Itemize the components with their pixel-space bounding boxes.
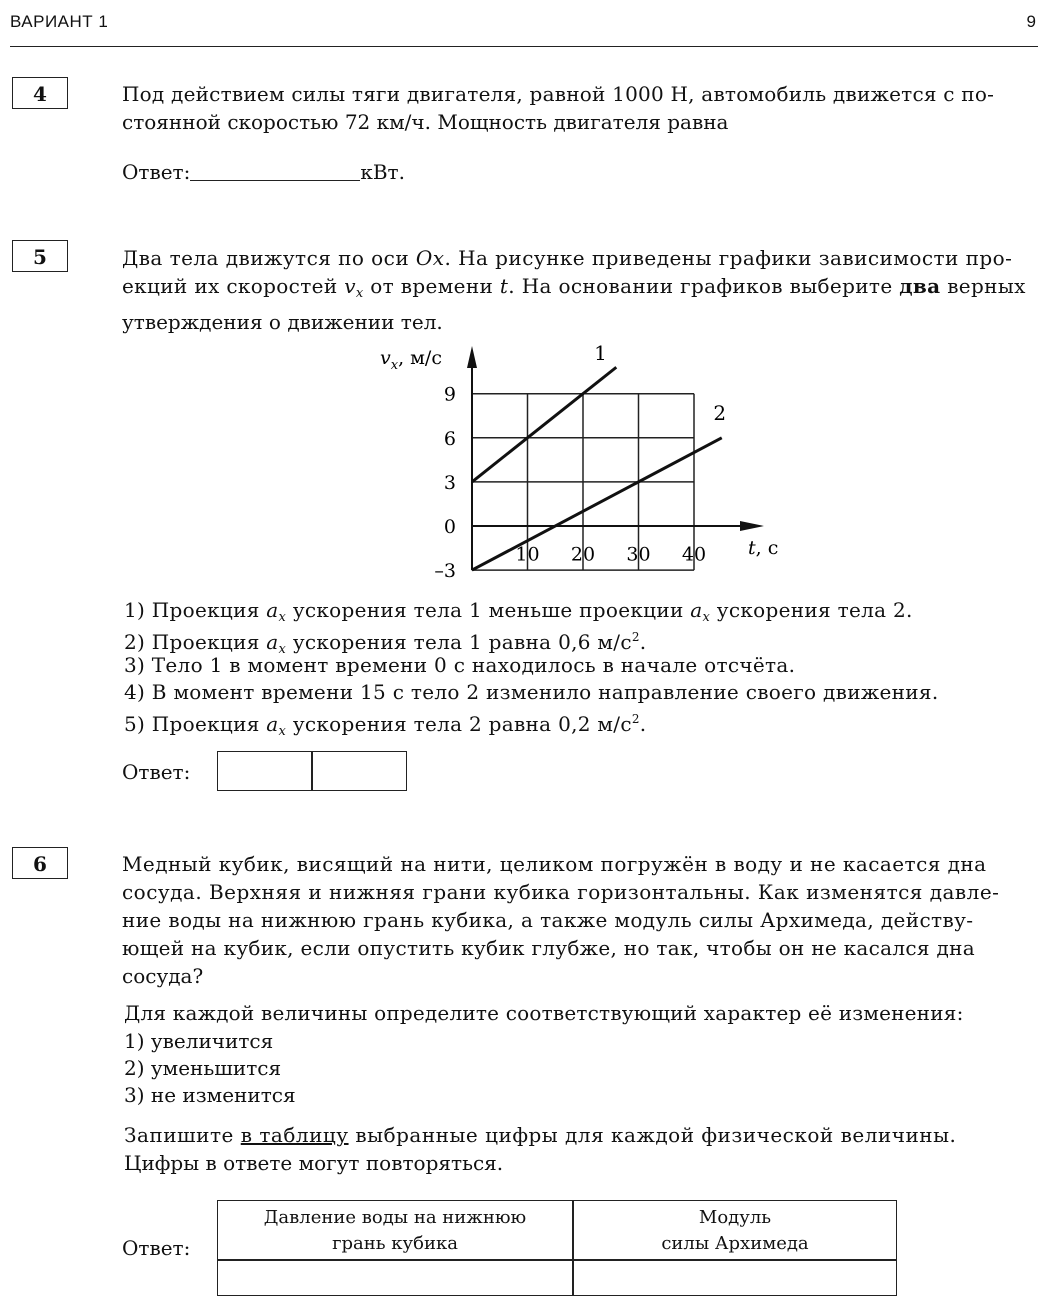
q5-option-3 <box>124 652 795 679</box>
option-sub: x <box>278 724 287 739</box>
question-5-number: 5 <box>12 240 68 272</box>
option-prefix: 5) Проекция <box>124 712 267 736</box>
q4-answer-blank[interactable] <box>190 162 360 181</box>
q6-answer-cell-archimedes[interactable] <box>574 1261 896 1295</box>
q4-line-2: стоянной скоростью 72 км/ч. Мощность двигателя равна <box>122 110 729 134</box>
q6-col2-line2: силы Архимеда <box>661 1233 809 1254</box>
option-sub: x <box>278 642 287 657</box>
y-tick-label-4: –3 <box>434 560 456 578</box>
q5-option-5 <box>124 706 646 745</box>
q5-v-sub: x <box>355 286 364 301</box>
q6-col-header-archimedes <box>574 1201 896 1259</box>
question-6-number: 6 <box>12 847 68 879</box>
option-end: . <box>639 630 647 654</box>
option-rest: ускорения тела 1 равна 0,6 м/с <box>286 630 632 654</box>
q4-answer-label: Ответ: <box>122 160 191 184</box>
q6-choice-1: 1) увеличится <box>124 1029 274 1053</box>
chart-series <box>472 367 722 570</box>
question-5-text <box>122 244 1038 336</box>
q5-bold-two: два <box>899 274 941 298</box>
x-tick-label-1: 20 <box>570 543 596 566</box>
x-axis-arrow <box>740 521 764 531</box>
chart-labels <box>380 341 778 578</box>
question-4-text <box>122 80 1038 136</box>
q5-l1: Два тела движутся по оси <box>122 246 416 270</box>
y-axis-arrow <box>467 346 477 368</box>
q4-line-1: Под действием силы тяги двигателя, равной 1000 Н, автомобиль движется с по- <box>122 82 995 106</box>
y-tick-label-1: 6 <box>443 427 456 450</box>
option-rest: ускорения тела 2 равна 0,2 м/с <box>286 712 632 736</box>
q6-write-a: Запишите <box>124 1123 241 1147</box>
q6-choice-2: 2) уменьшится <box>124 1056 282 1080</box>
q6-line-2: сосуда. Верхняя и нижняя грани кубика горизонтальны. Как изменятся давле- <box>122 880 1000 904</box>
q6-line-1: Медный кубик, висящий на нити, целиком погружён в воду и не касается дна <box>122 852 987 876</box>
option-text: 3) Тело 1 в момент времени 0 с находилось в начале отсчёта. <box>124 653 796 677</box>
option-sup: 2 <box>631 630 640 644</box>
x-axis-label-var: t <box>748 537 756 559</box>
q6-choice-3: 3) не изменится <box>124 1083 296 1107</box>
q6-write-underlined: в таблицу <box>240 1123 349 1147</box>
x-axis-label-unit: , с <box>755 537 779 559</box>
option-sub-2: x <box>702 610 711 625</box>
option-sub: x <box>278 610 287 625</box>
q5-axis: Ox <box>415 246 445 270</box>
page-number: 9 <box>1026 12 1036 31</box>
q5-l2c: . На основании графиков выберите <box>508 274 900 298</box>
q6-line-5: сосуда? <box>122 964 204 988</box>
q4-answer-unit: кВт. <box>360 160 405 184</box>
y-tick-label-3: 0 <box>443 516 456 538</box>
q5-l2d: верных <box>940 274 1026 298</box>
y-axis-label-sub: x <box>390 358 399 373</box>
option-var: a <box>266 630 279 654</box>
q5-answer-label: Ответ: <box>122 760 191 784</box>
option-var-2: a <box>690 598 703 622</box>
option-text: 4) В момент времени 15 с тело 2 изменило направление своего движения. <box>124 680 939 704</box>
q6-write-line-2: Цифры в ответе могут повторяться. <box>124 1151 504 1175</box>
chart-axes <box>467 346 764 570</box>
q6-col1-line1: Давление воды на нижнюю <box>263 1207 527 1228</box>
y-axis-label-var: v <box>380 347 391 369</box>
q6-line-4: ющей на кубик, если опустить кубик глубже, но так, чтобы он не касался дна <box>122 936 975 960</box>
q5-l3: утверждения о движении тел. <box>122 310 443 334</box>
option-var: a <box>266 712 279 736</box>
q6-col-header-pressure <box>218 1201 572 1259</box>
q5-l2b: от времени <box>363 274 500 298</box>
y-axis-label-unit: , м/с <box>398 347 442 369</box>
page-header <box>10 12 1038 47</box>
q5-answer-cell-1[interactable] <box>217 751 313 791</box>
option-rest: ускорения тела 1 меньше проекции <box>286 598 691 622</box>
y-tick-label-0: 9 <box>443 383 456 406</box>
x-tick-label-2: 30 <box>626 543 651 566</box>
option-end: . <box>639 712 647 736</box>
y-axis-label <box>380 347 442 373</box>
x-tick-label-0: 10 <box>515 543 540 566</box>
q5-v-var: v <box>344 274 356 298</box>
q5-l2a: екций их скоростей <box>122 274 345 298</box>
question-4-number: 4 <box>12 77 68 109</box>
question-4-answer <box>122 160 405 184</box>
q6-line-3: ние воды на нижнюю грань кубика, а также модуль силы Архимеда, действу- <box>122 908 974 932</box>
q5-l1-rest: . На рисунке приведены графики зависимости про- <box>444 246 1013 270</box>
x-axis-label <box>748 537 778 559</box>
option-rest-2: ускорения тела 2. <box>710 598 913 622</box>
q5-option-4 <box>124 679 939 706</box>
y-tick-label-2: 3 <box>443 471 456 494</box>
option-sup: 2 <box>631 712 640 726</box>
q6-col2-line1: Модуль <box>698 1207 772 1228</box>
x-tick-label-3: 40 <box>681 543 707 566</box>
q6-instruction: Для каждой величины определите соответствующий характер её изменения: <box>124 1001 964 1025</box>
q6-write-b: выбранные цифры для каждой физической величины. <box>348 1123 957 1147</box>
q6-answer-table <box>217 1200 897 1296</box>
series-line-1 <box>472 367 616 482</box>
option-var: a <box>266 598 279 622</box>
q5-answer-cell-2[interactable] <box>311 751 407 791</box>
q6-answer-label: Ответ: <box>122 1236 191 1260</box>
series-label-2: 2 <box>713 401 727 426</box>
q5-t-var: t <box>499 274 509 298</box>
option-prefix: 2) Проекция <box>124 630 267 654</box>
series-label-1: 1 <box>594 340 607 365</box>
q6-write-line-1 <box>124 1122 956 1149</box>
velocity-time-chart <box>360 338 800 578</box>
q6-answer-cell-pressure[interactable] <box>218 1261 572 1295</box>
option-prefix: 1) Проекция <box>124 598 267 622</box>
question-6-text <box>122 850 1038 990</box>
q6-col1-line2: грань кубика <box>332 1233 458 1254</box>
variant-title: ВАРИАНТ 1 <box>10 12 109 31</box>
